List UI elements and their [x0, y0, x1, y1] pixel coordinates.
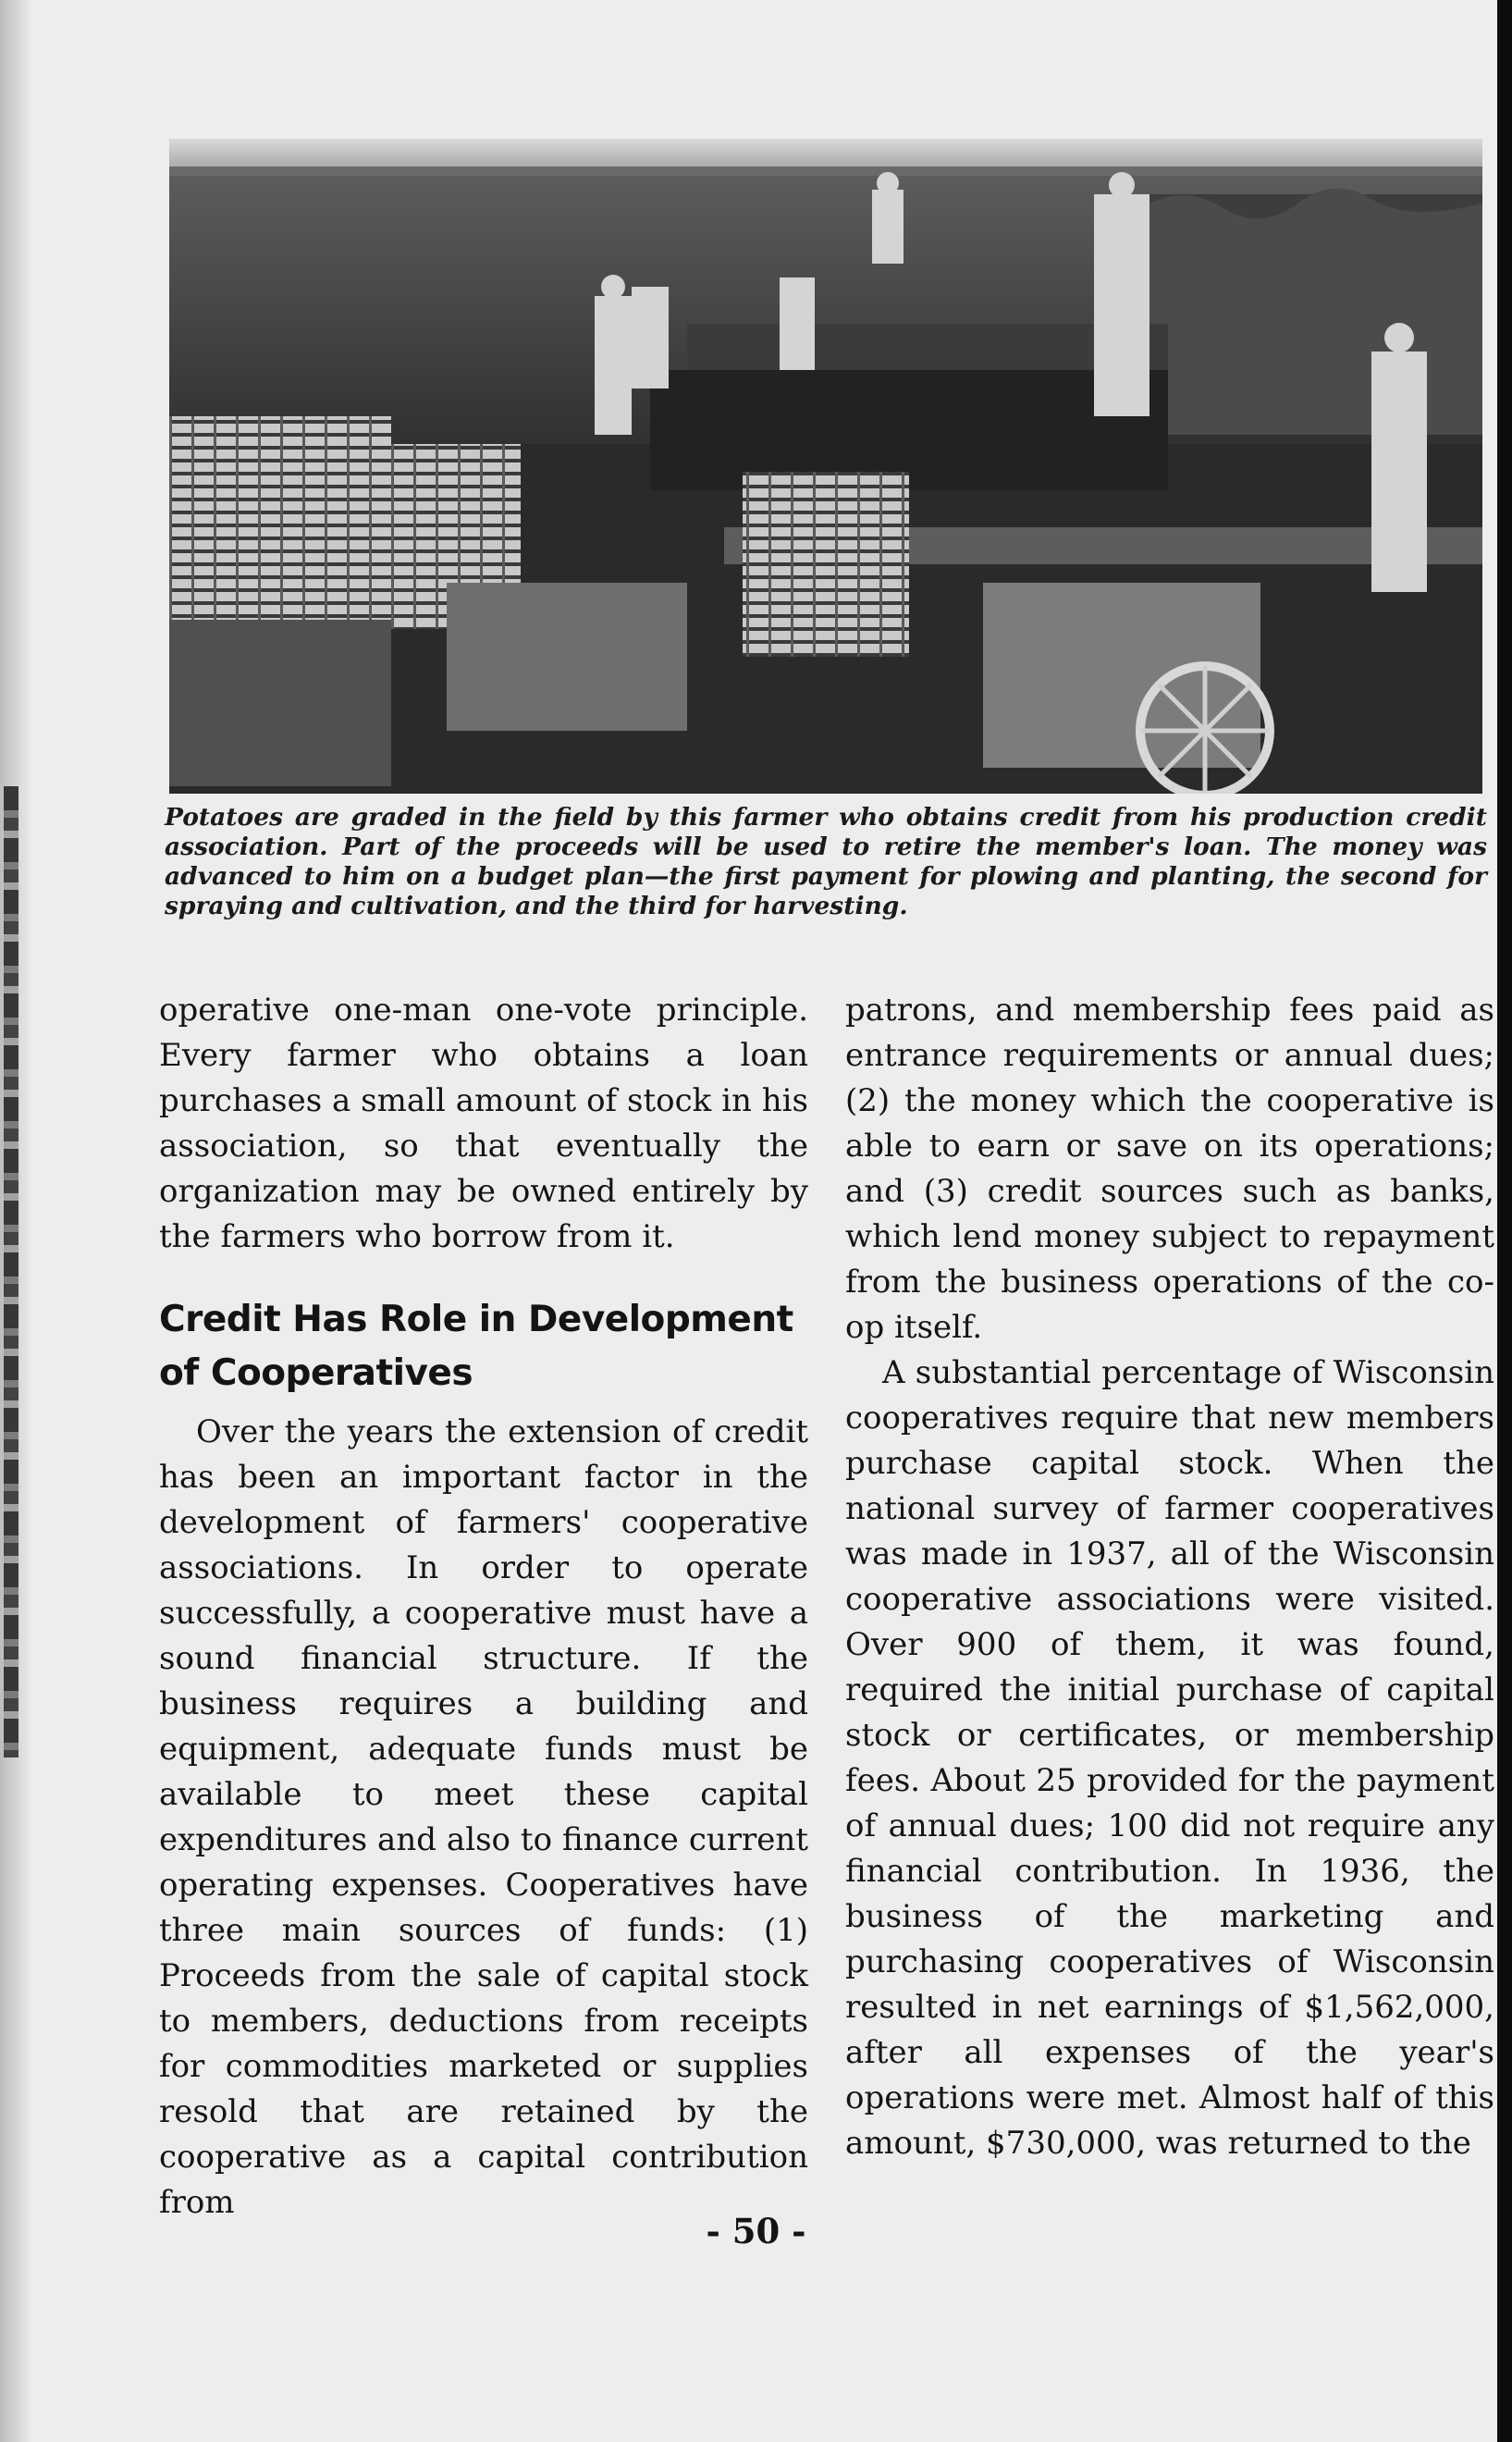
caption-text: Potatoes are graded in the field by this farmer who obtains credit from his production credit association. Part of the proceeds will be used to retire the member's loan. The money was advanced to him on a budget plan—the first payment for plowing and planting, the second for spraying and cultivation, and the third for harvesting.: [165, 803, 1487, 920]
photo-caption: [165, 803, 1487, 921]
left-paragraph-continued: operative one-man one-vote principle. Every farmer who obtains a loan purchases a small amount of stock in his association, so that eventually the organization may be owned entirely by the farmers who borrow from it.: [159, 992, 808, 1255]
left-paragraph-funds: Over the years the extension of credit has been an important factor in the development of farmers' cooperative associations. In order to operate successfully, a cooperative must have a sound financial structure. If the business requires a building and equipment, adequate funds must be available to meet these capital expenditures and also to finance current operating expenses. Cooperatives have three main sources of funds: (1) Proceeds from the sale of capital stock to members, deductions from receipts for commodities marketed or supplies resold that are retained by the cooperative as a capital contribution from: [159, 1413, 808, 2221]
page-number: - 50 -: [706, 2211, 806, 2251]
section-heading: Credit Has Role in Development of Cooperatives: [159, 1299, 793, 1394]
left-column: [159, 988, 808, 2226]
book-binding-edge: [0, 0, 31, 2442]
potato-grading-photo: [169, 139, 1482, 794]
right-column: [845, 988, 1494, 2166]
right-paragraph-wisconsin: A substantial percentage of Wisconsin cooperatives require that new members purchase capital stock. When the national survey of farmer cooperatives was made in 1937, all of the Wisconsin cooperative associations were visited. Over 900 of them, it was found, required the initial purchase of capital stock or certificates, or membership fees. About 25 provided for the payment of annual dues; 100 did not require any financial contribution. In 1936, the business of the marketing and purchasing cooperatives of Wisconsin resulted in net earnings of $1,562,000, after all expenses of the year's operations were met. Almost half of this amount, $730,000, was returned to the: [845, 1354, 1494, 2162]
library-stamp-strip: [4, 786, 18, 1758]
right-paragraph-sources: patrons, and membership fees paid as entrance requirements or annual dues; (2) the money which the cooperative is able to earn or save on its operations; and (3) credit sources such as banks, which lend money subject to repayment from the business operations of the co-op itself.: [845, 992, 1494, 1346]
photograph-icon: [169, 139, 1482, 794]
scan-border: [1497, 0, 1512, 2442]
